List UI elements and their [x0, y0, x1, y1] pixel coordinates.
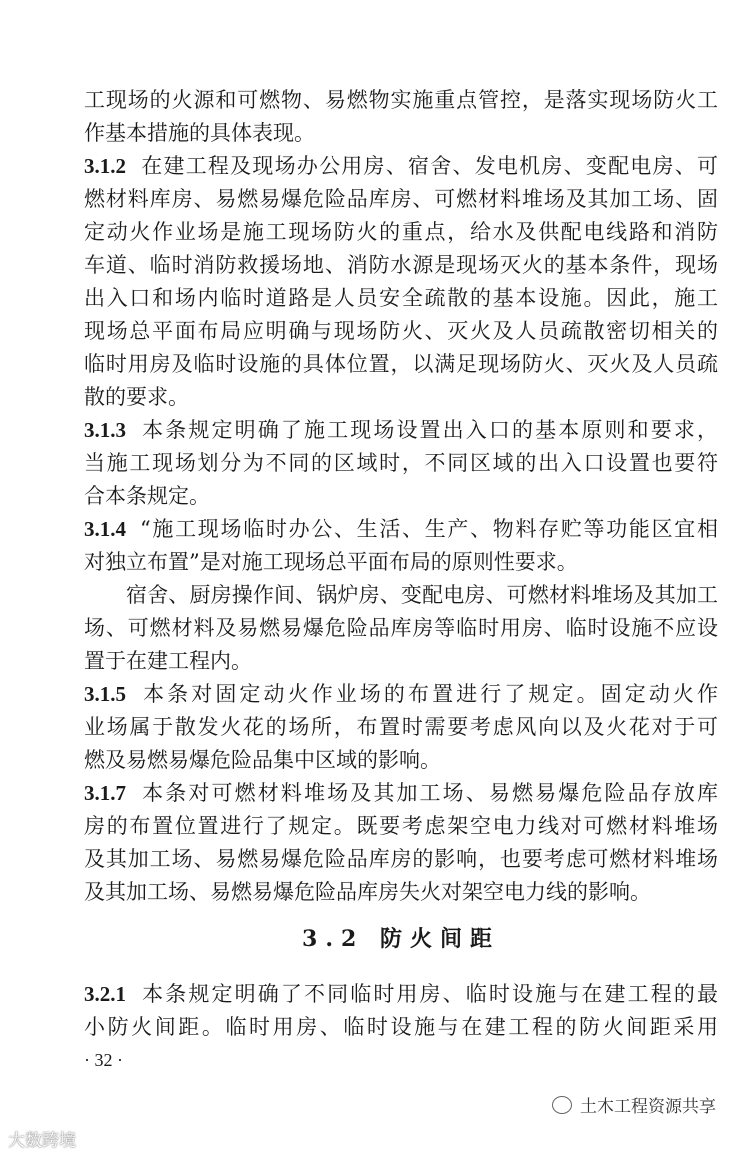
text-line: 在建工程及现场办公用房、宿舍、发电机房、变配电房、可 [140, 154, 718, 178]
clause-3-1-4 [84, 513, 718, 546]
text-line: 宿舍、厨房操作间、锅炉房、变配电房、可燃材料堆场及其加工 [126, 583, 718, 607]
clause-number: 3.1.4 [84, 517, 126, 541]
text-line: 临时用房及临时设施的具体位置，以满足现场防火、灭火及人员疏 [84, 352, 718, 376]
text-line: 本条规定明确了不同临时用房、临时设施与在建工程的最 [140, 982, 718, 1006]
text-line: 当施工现场划分为不同的区域时，不同区域的出入口设置也要符 [84, 451, 718, 475]
corner-watermark: 大数跨境 [8, 1131, 76, 1151]
text-line: 燃及易燃易爆危险品集中区域的影响。 [84, 748, 441, 772]
text-line: 小防火间距。临时用房、临时设施与在建工程的防火间距采用 [84, 1015, 718, 1039]
text-line: 本条规定明确了施工现场设置出入口的基本原则和要求， [140, 418, 718, 442]
text-line: 及其加工场、易燃易爆危险品库房失火对架空电力线的影响。 [84, 880, 651, 904]
text-line: 本条对可燃材料堆场及其加工场、易燃易爆危险品存放库 [140, 781, 718, 805]
section-heading: 3.2 防火间距 [302, 926, 500, 952]
text-line: 合本条规定。 [84, 484, 210, 508]
wechat-icon [552, 1096, 572, 1114]
document-page [84, 84, 718, 1077]
page-number: · 32 · [84, 1050, 123, 1070]
clause-number: 3.1.3 [84, 418, 126, 442]
text-line: “施工现场临时办公、生活、生产、物料存贮等功能区宜相 [140, 517, 718, 541]
text-line: 散的要求。 [84, 385, 189, 409]
clause-number: 3.1.2 [84, 154, 126, 178]
wechat-watermark [552, 1092, 716, 1117]
clause-3-2-1 [84, 978, 718, 1011]
clause-number: 3.2.1 [84, 982, 126, 1006]
text-line: 本条对固定动火作业场的布置进行了规定。固定动火作 [140, 682, 718, 706]
text-line: 出入口和场内临时道路是人员安全疏散的基本设施。因此，施工 [84, 286, 718, 310]
text-line: 场、可燃材料及易燃易爆危险品库房等临时用房、临时设施不应设 [84, 616, 718, 640]
clause-number: 3.1.5 [84, 682, 126, 706]
text-line: 置于在建工程内。 [84, 649, 252, 673]
text-line: 现场总平面布局应明确与现场防火、灭火及人员疏散密切相关的 [84, 319, 718, 343]
text-line: 燃材料库房、易燃易爆危险品库房、可燃材料堆场及其加工场、固 [84, 187, 718, 211]
clause-3-1-2 [84, 150, 718, 183]
text-line: 及其加工场、易燃易爆危险品库房的影响，也要考虑可燃材料堆场 [84, 847, 718, 871]
text-line: 作基本措施的具体表现。 [84, 121, 315, 145]
clause-3-1-7 [84, 777, 718, 810]
clause-3-1-3 [84, 414, 718, 447]
text-line: 工现场的火源和可燃物、易燃物实施重点管控，是落实现场防火工 [84, 88, 718, 112]
clause-number: 3.1.7 [84, 781, 126, 805]
text-line: 房的布置位置进行了规定。既要考虑架空电力线对可燃材料堆场 [84, 814, 718, 838]
text-line: 车道、临时消防救援场地、消防水源是现场灭火的基本条件，现场 [84, 253, 718, 277]
clause-3-1-5 [84, 678, 718, 711]
text-line: 业场属于散发火花的场所，布置时需要考虑风向以及火花对于可 [84, 715, 718, 739]
watermark-text: 土木工程资源共享 [580, 1097, 716, 1117]
text-line: 对独立布置”是对施工现场总平面布局的原则性要求。 [84, 550, 578, 574]
text-line: 定动火作业场是施工现场防火的重点，给水及供配电线路和消防 [84, 220, 718, 244]
